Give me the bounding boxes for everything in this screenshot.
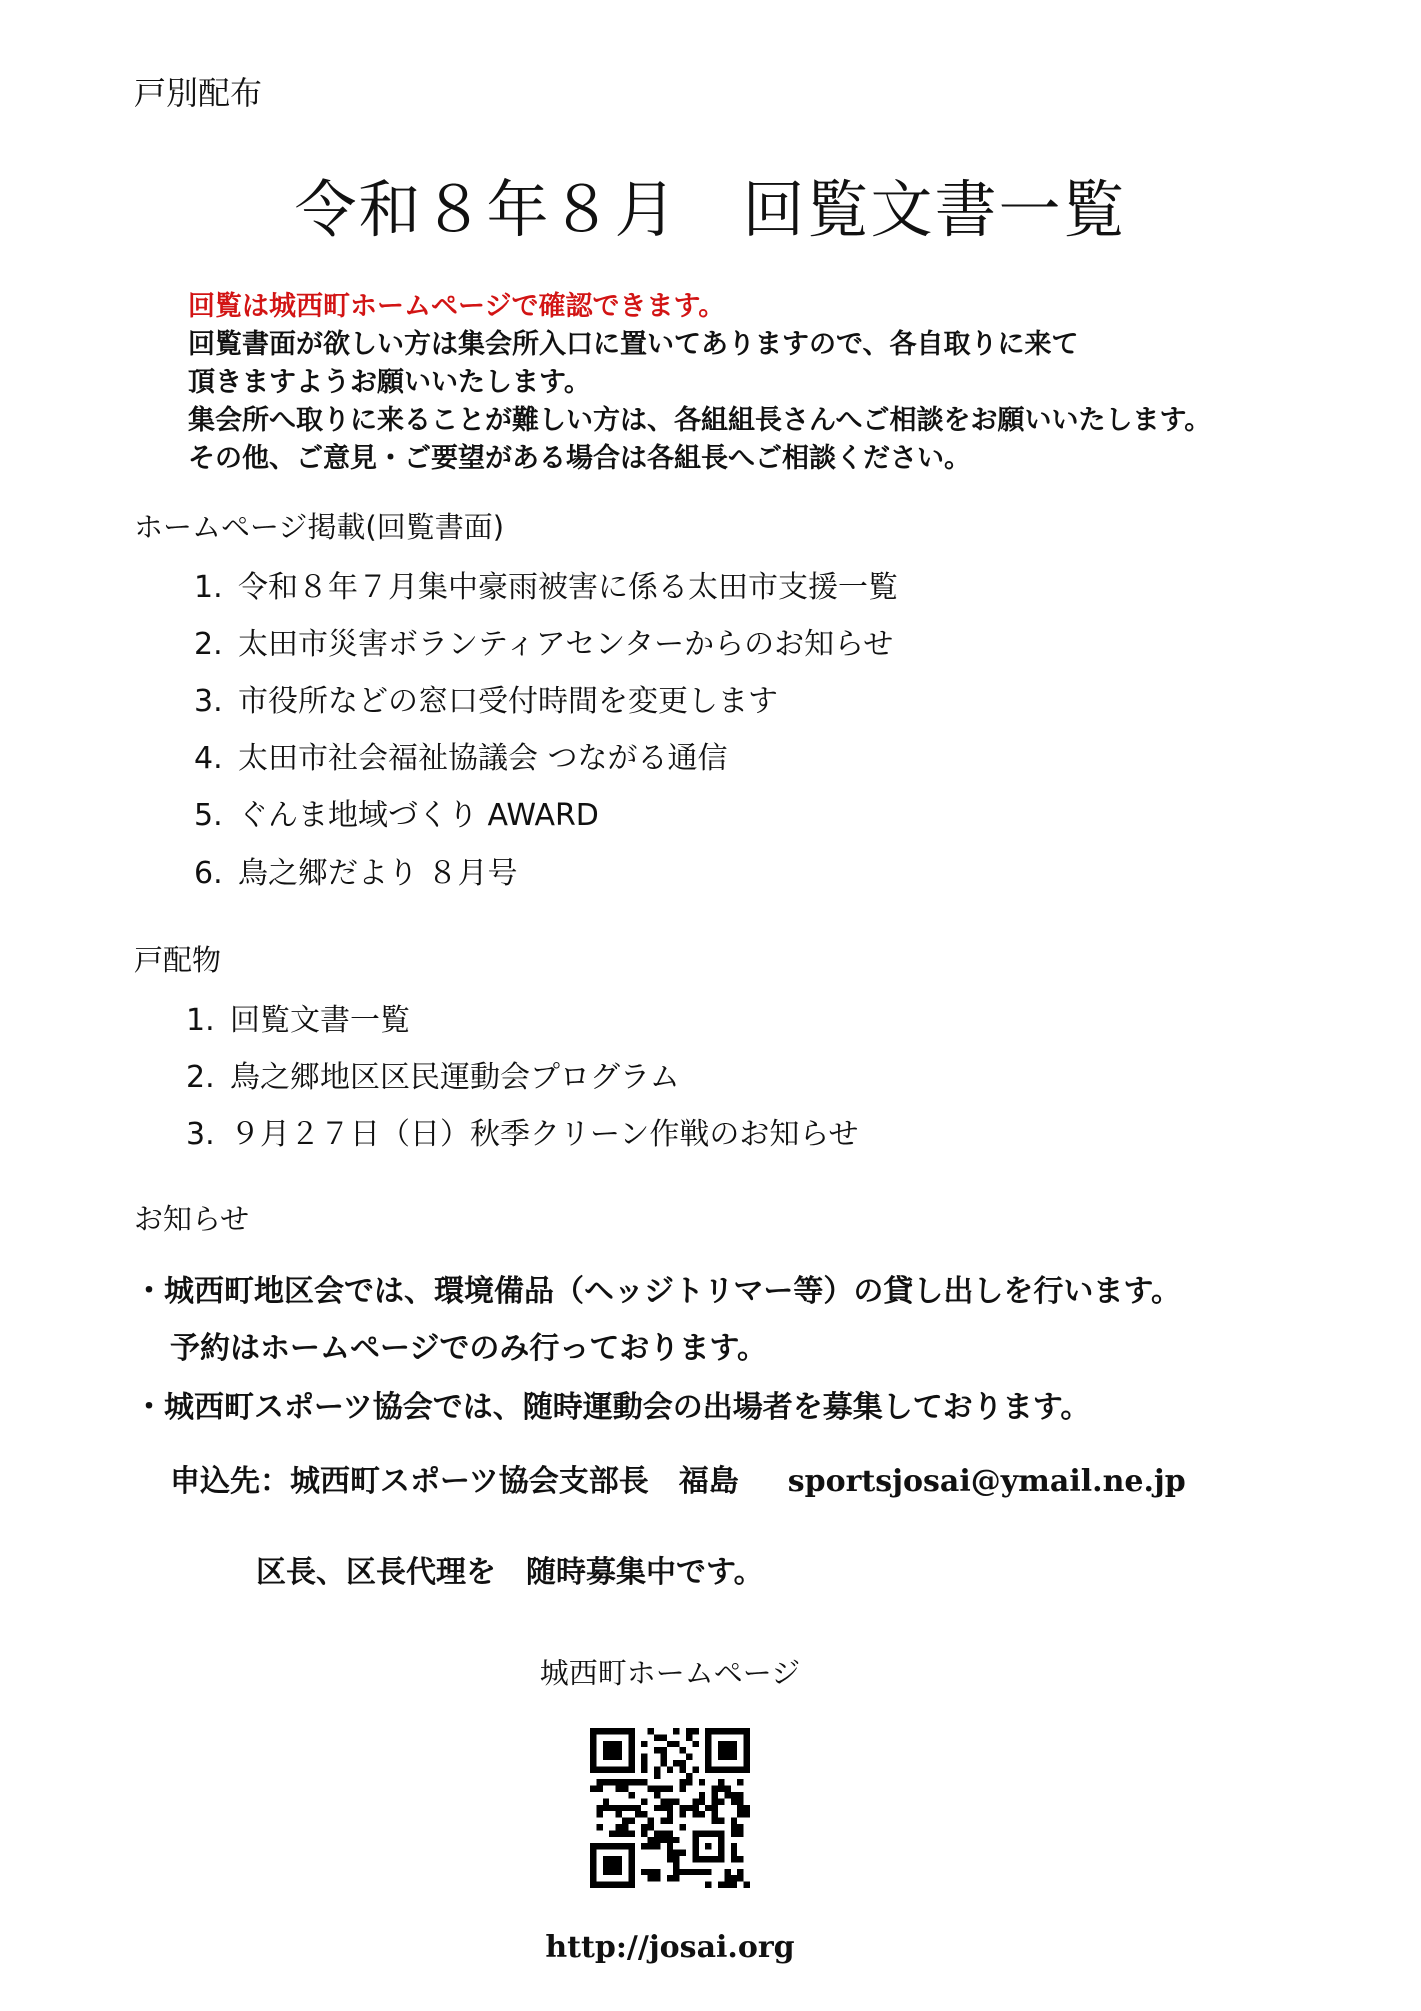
page-title: 令和８年８月 回覧文書一覧 — [294, 173, 1127, 246]
list-item — [194, 619, 893, 663]
distribution-section-heading: 戸配物 — [134, 943, 222, 977]
item-number: 3. — [194, 684, 223, 719]
notice-line: 予約はホームページでのみ行っております。 — [170, 1331, 767, 1366]
list-item — [194, 790, 599, 834]
homepage-label: 城西町ホームページ — [539, 1656, 801, 1690]
item-text: 市役所などの窓口受付時間を変更します — [238, 684, 778, 719]
item-number: 2. — [194, 627, 223, 662]
item-number: 2. — [186, 1060, 215, 1095]
intro-line: 集会所へ取りに来ることが難しい方は、各組組長さんへご相談をお願いいたします。 — [188, 405, 1212, 436]
intro-line: 頂きますようお願いいたします。 — [188, 367, 591, 398]
intro-line: その他、ご意見・ご要望がある場合は各組長へご相談ください。 — [188, 443, 971, 474]
item-text: ９月２７日（日）秋季クリーン作戦のお知らせ — [230, 1117, 859, 1152]
intro-red-line: 回覧は城西町ホームページで確認できます。 — [188, 291, 726, 322]
item-number: 5. — [194, 798, 223, 833]
item-text: 令和８年７月集中豪雨被害に係る太田市支援一覧 — [238, 570, 898, 605]
list-item — [194, 733, 728, 777]
item-number: 6. — [194, 856, 223, 891]
intro-line: 回覧書面が欲しい方は集会所入口に置いてありますので、各自取りに来て — [188, 329, 1079, 360]
item-number: 3. — [186, 1117, 215, 1152]
contact-line — [170, 1456, 1186, 1500]
item-text: 太田市社会福祉協議会 つながる通信 — [238, 741, 728, 776]
item-text: 鳥之郷地区区民運動会プログラム — [230, 1060, 680, 1095]
list-item — [194, 848, 518, 892]
homepage-section-heading: ホームページ掲載(回覧書面) — [134, 510, 505, 544]
contact-email-link[interactable]: sportsjosai@ymail.ne.jp — [787, 1464, 1186, 1499]
list-item — [186, 995, 410, 1039]
list-item — [194, 676, 778, 720]
list-item — [186, 1052, 680, 1096]
qr-code — [590, 1728, 750, 1888]
item-text: 太田市災害ボランティアセンターからのお知らせ — [238, 627, 894, 662]
list-item — [194, 562, 898, 606]
notice-section-heading: お知らせ — [134, 1202, 250, 1236]
notice-line: ・城西町地区会では、環境備品（ヘッジトリマー等）の貸し出しを行います。 — [134, 1274, 1181, 1309]
item-text: 鳥之郷だより ８月号 — [238, 856, 518, 891]
item-text: 回覧文書一覧 — [230, 1003, 410, 1038]
intro-block — [188, 288, 1211, 478]
distribution-label: 戸別配布 — [134, 74, 263, 112]
item-number: 1. — [186, 1003, 215, 1038]
item-text: ぐんま地域づくり AWARD — [238, 798, 599, 833]
item-number: 1. — [194, 570, 223, 605]
recruit-notice: 区長、区長代理を 随時募集中です。 — [256, 1555, 764, 1590]
homepage-url-link[interactable]: http://josai.org — [545, 1930, 795, 1965]
contact-label: 申込先：城西町スポーツ協会支部長 福島 — [170, 1464, 739, 1499]
item-number: 4. — [194, 741, 223, 776]
notice-line: ・城西町スポーツ協会では、随時運動会の出場者を募集しております。 — [134, 1390, 1091, 1425]
list-item — [186, 1109, 859, 1153]
